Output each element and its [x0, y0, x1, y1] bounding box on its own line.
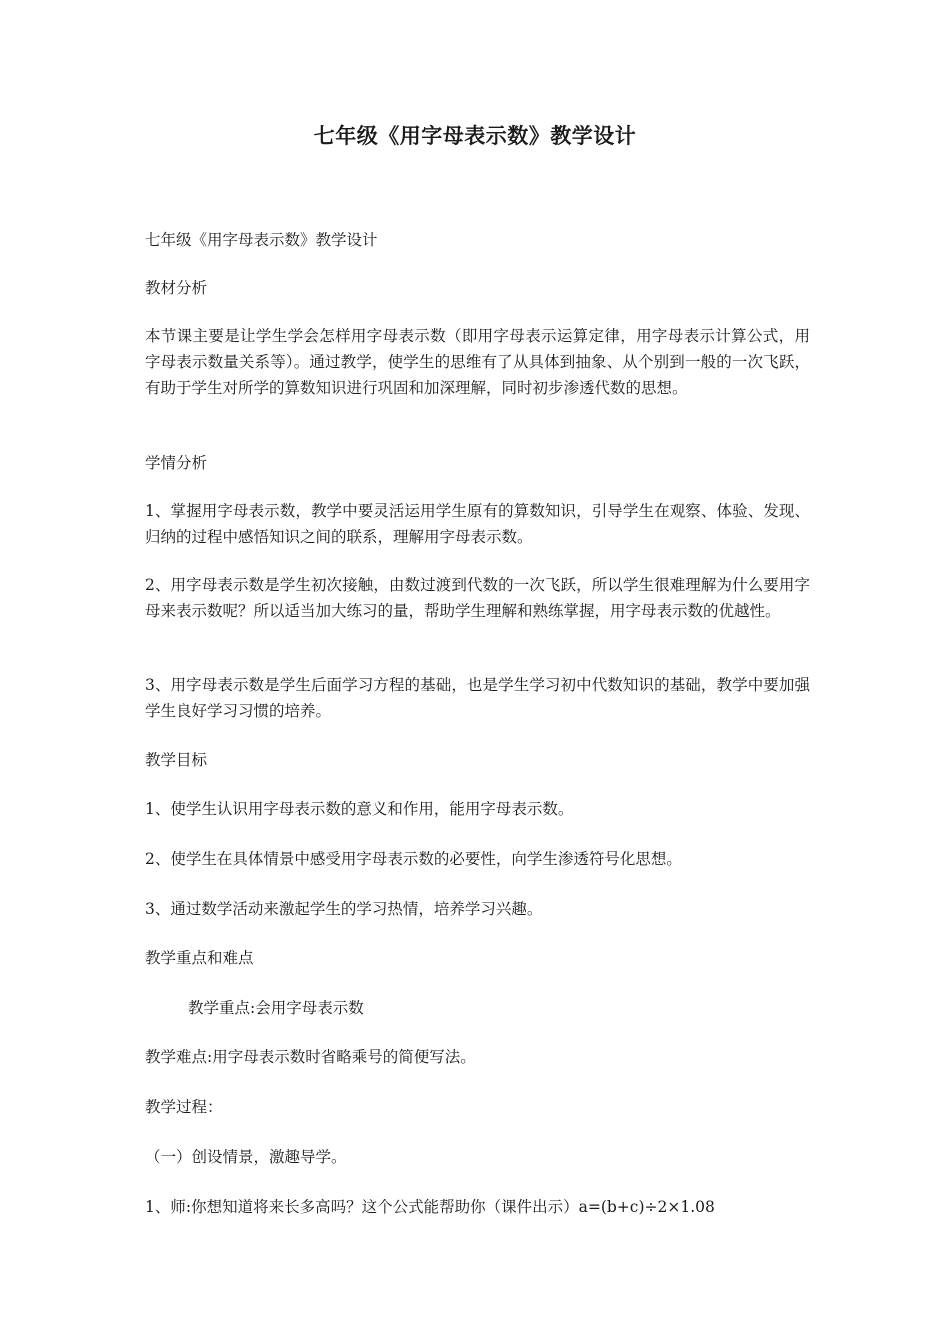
students-paragraph-1: 1、掌握用字母表示数，教学中要灵活运用学生原有的算数知识，引导学生在观察、体验、发现、归纳的过程中感悟知识之间的联系，理解用字母表示数。 — [145, 502, 810, 546]
document-title: 七年级《用字母表示数》教学设计 — [313, 123, 637, 148]
materials-heading: 教材分析 — [145, 279, 208, 297]
goals-paragraph-1: 1、使学生认识用字母表示数的意义和作用，能用字母表示数。 — [145, 800, 574, 818]
students-heading: 学情分析 — [145, 454, 208, 472]
process-heading: 教学过程： — [145, 1098, 223, 1116]
students-paragraph-2: 2、用字母表示数是学生初次接触，由数过渡到代数的一次飞跃，所以学生很难理解为什么要用字母来表示数呢？所以适当加大练习的量，帮助学生理解和熟练掌握，用字母表示数的优越性。 — [145, 576, 810, 620]
keypoints-heading: 教学重点和难点 — [145, 949, 254, 967]
difficulty-text: 教学难点:用字母表示数时省略乘号的简便写法。 — [145, 1048, 476, 1066]
document-subtitle: 七年级《用字母表示数》教学设计 — [145, 231, 378, 249]
students-paragraph-3: 3、用字母表示数是学生后面学习方程的基础，也是学生学习初中代数知识的基础，教学中要加强学生良好学习习惯的培养。 — [145, 676, 810, 720]
keypoint-text: 教学重点:会用字母表示数 — [188, 999, 364, 1017]
materials-paragraph: 本节课主要是让学生学会怎样用字母表示数（即用字母表示运算定律，用字母表示计算公式，用字母表示数量关系等）。通过教学，使学生的思维有了从具体到抽象、从个别到一般的一次飞跃，有助于学生对所学的算数知识进行巩固和加深理解，同时初步渗透代数的思想。 — [145, 327, 810, 397]
goals-paragraph-3: 3、通过数学活动来激起学生的学习热情，培养学习兴趣。 — [145, 900, 543, 918]
process-item-1: 1、师:你想知道将来长多高吗？这个公式能帮助你（课件出示）a=(b+c)÷2×1.08 — [145, 1198, 715, 1216]
process-step-1: （一）创设情景，激趣导学。 — [145, 1148, 347, 1166]
goals-paragraph-2: 2、使学生在具体情景中感受用字母表示数的必要性，向学生渗透符号化思想。 — [145, 850, 682, 868]
goals-heading: 教学目标 — [145, 751, 208, 769]
